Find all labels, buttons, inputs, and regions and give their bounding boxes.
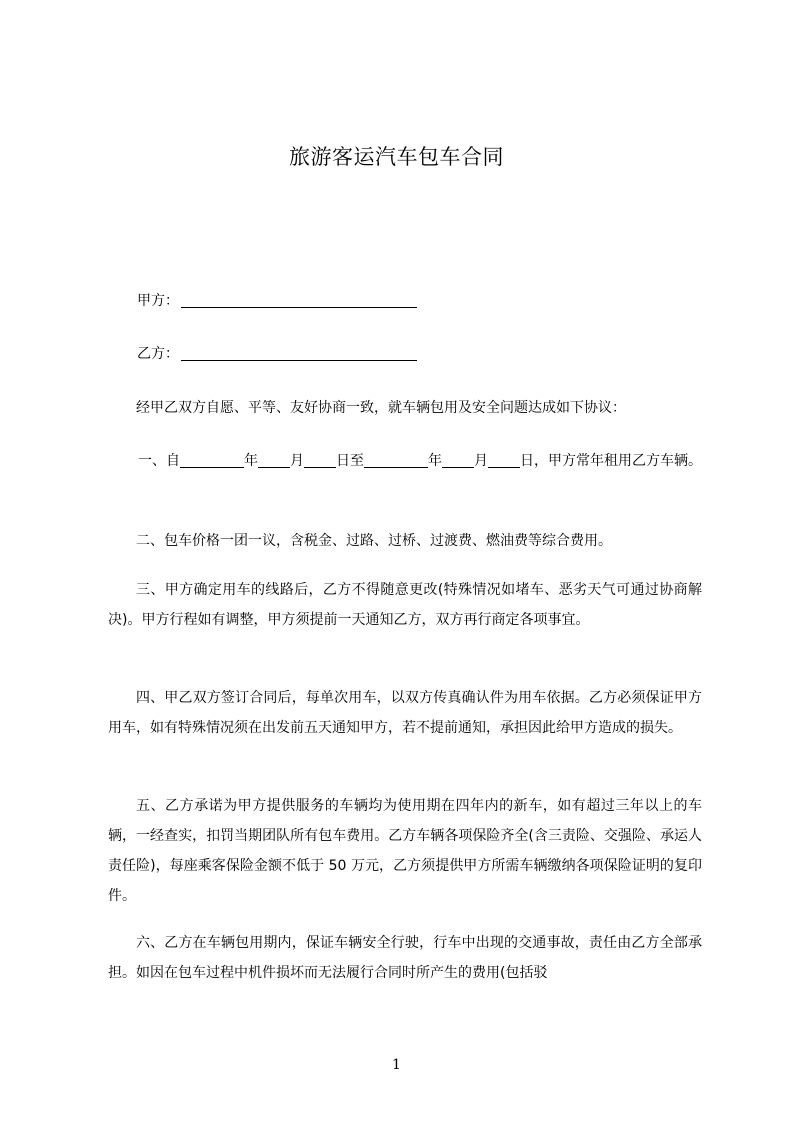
month-blank [258,452,290,468]
month-blank [442,452,474,468]
document-title: 旅游客运汽车包车合同 [289,145,504,169]
intro-paragraph: 经甲乙双方自愿、平等、友好协商一致，就车辆包用及安全问题达成如下协议： [136,400,626,416]
clause-3: 三、甲方确定用车的线路后，乙方不得随意更改(特殊情况如堵车、恶劣天气可通过协商解决)。甲方行程如有调整，甲方须提前一天通知乙方，双方再行商定各项事宜。 [108,582,702,628]
clause-1-part: 年 [428,453,442,469]
year-blank [364,452,428,468]
clause-1-part: 年 [244,453,258,469]
clause-1-part: 日，甲方常年租用乙方车辆。 [520,453,702,469]
clause-1-part: 月 [474,453,488,469]
clause-1-part: 一、自 [138,453,180,469]
day-blank [488,452,520,468]
clause-1-part: 日至 [336,453,364,469]
page-number: 1 [392,1057,401,1073]
clause-1 [108,446,702,476]
party-b-line [137,344,417,364]
clause-2: 二、包车价格一团一议，含税金、过路、过桥、过渡费、燃油费等综合费用。 [136,533,612,549]
year-blank [180,452,244,468]
day-blank [304,452,336,468]
party-a-line [137,291,417,311]
clause-5: 五、乙方承诺为甲方提供服务的车辆均为使用期在四年内的新车，如有超过三年以上的车辆，一经查实，扣罚当期团队所有包车费用。乙方车辆各项保险齐全(含三责险、交强险、承运人责任险)，每座乘客保险金额不低于 50 万元，乙方须提供甲方所需车辆缴纳各项保险证明的复印件。 [108,798,702,904]
party-a-label: 甲方： [137,293,179,309]
party-a-blank [181,292,417,308]
clause-1-part: 月 [290,453,304,469]
party-b-label: 乙方： [137,346,179,362]
party-b-blank [181,345,417,361]
clause-6: 六、乙方在车辆包用期内，保证车辆安全行驶，行车中出现的交通事故，责任由乙方全部承担。如因在包车过程中机件损坏而无法履行合同时所产生的费用(包括驳 [108,935,702,981]
clause-4: 四、甲乙双方签订合同后，每单次用车，以双方传真确认件为用车依据。乙方必须保证甲方用车，如有特殊情况须在出发前五天通知甲方，若不提前通知，承担因此给甲方造成的损失。 [108,690,702,736]
